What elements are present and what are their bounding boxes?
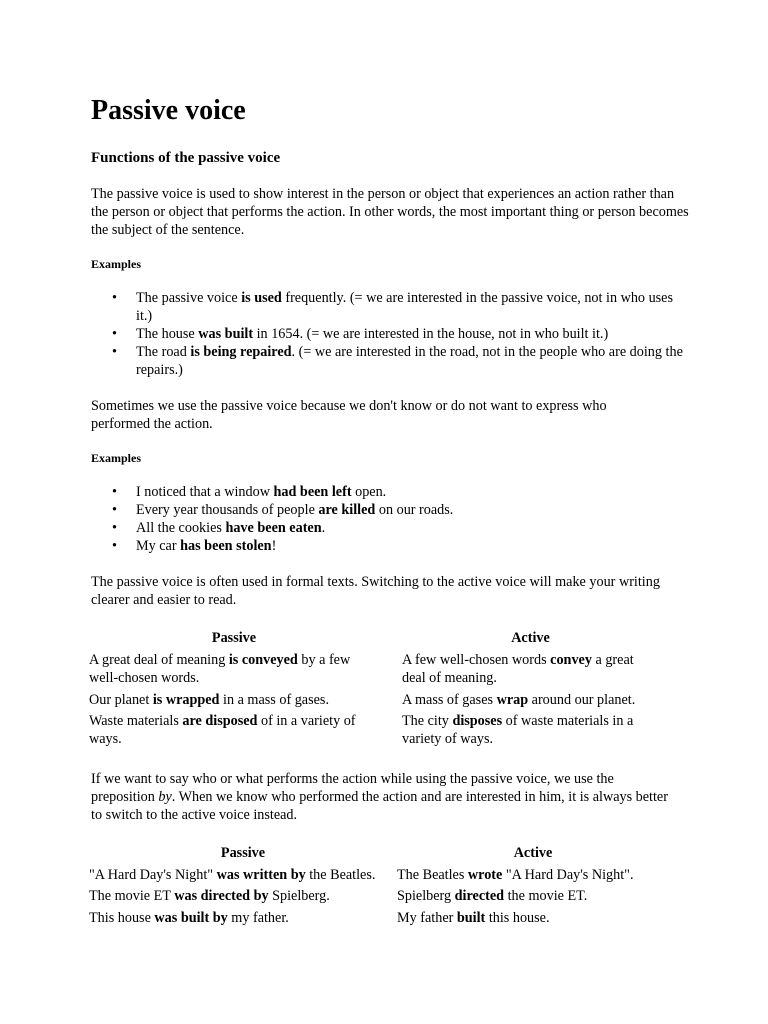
passive-cell: The movie ET was directed by Spielberg. xyxy=(89,888,330,904)
active-cell: My father built this house. xyxy=(397,910,550,926)
active-cell: Spielberg directed the movie ET. xyxy=(397,888,588,904)
examples-list-1 xyxy=(91,289,691,379)
active-cell: A mass of gases wrap around our planet. xyxy=(402,692,636,708)
comparison-table-2 xyxy=(89,844,669,930)
comparison-table-1 xyxy=(89,629,659,752)
column-header-active: Active xyxy=(513,845,553,861)
list-item: • The house was built in 1654. (= we are interested in the house, not in who built it.) xyxy=(91,325,691,343)
list-item: • All the cookies have been eaten. xyxy=(91,519,691,537)
table-row xyxy=(89,866,669,887)
table-row xyxy=(89,909,669,930)
column-header-passive: Passive xyxy=(211,630,257,646)
column-header-active: Active xyxy=(511,630,550,646)
examples-heading: Examples xyxy=(91,451,142,465)
passive-cell: "A Hard Day's Night" was written by the Beatles. xyxy=(89,867,376,883)
column-header-passive: Passive xyxy=(220,845,266,861)
active-cell: A few well-chosen words convey a great deal of meaning. xyxy=(402,652,634,686)
examples-heading: Examples xyxy=(91,257,142,271)
table-row xyxy=(89,712,659,752)
passive-cell: This house was built by my father. xyxy=(89,910,289,926)
section-heading: Functions of the passive voice xyxy=(91,150,281,166)
examples-list-2 xyxy=(91,483,691,555)
passive-cell: Our planet is wrapped in a mass of gases. xyxy=(89,692,329,708)
table-row xyxy=(89,651,659,691)
passive-cell: Waste materials are disposed of in a variety of ways. xyxy=(89,713,356,747)
list-item: • My car has been stolen! xyxy=(91,537,691,555)
list-item: • I noticed that a window had been left open. xyxy=(91,483,691,501)
paragraph: The passive voice is often used in formal texts. Switching to the active voice will make your writing clearer and easier to read. xyxy=(91,574,660,608)
list-item: • The passive voice is used frequently. (= we are interested in the passive voice, not in who uses it.) xyxy=(91,289,691,325)
table-row xyxy=(89,691,659,712)
active-cell: The city disposes of waste materials in a variety of ways. xyxy=(402,713,634,747)
passive-cell: A great deal of meaning is conveyed by a few well-chosen words. xyxy=(89,652,351,686)
table-row xyxy=(89,887,669,909)
list-item: • Every year thousands of people are killed on our roads. xyxy=(91,501,691,519)
list-item: • The road is being repaired. (= we are interested in the road, not in the people who are doing the repairs.) xyxy=(91,343,691,379)
intro-paragraph: The passive voice is used to show interest in the person or object that experiences an action rather than the person or object that performs the action. In other words, the most important thing or person becomes the subject of the sentence. xyxy=(91,186,689,238)
paragraph: Sometimes we use the passive voice because we don't know or do not want to express who performed the action. xyxy=(91,398,607,432)
active-cell: The Beatles wrote "A Hard Day's Night". xyxy=(397,867,634,883)
page-title: Passive voice xyxy=(91,95,246,126)
paragraph: If we want to say who or what performs the action while using the passive voice, we use the preposition by. When we know who performed the action and are interested in him, it is always better to switch to the active voice instead. xyxy=(91,771,668,823)
